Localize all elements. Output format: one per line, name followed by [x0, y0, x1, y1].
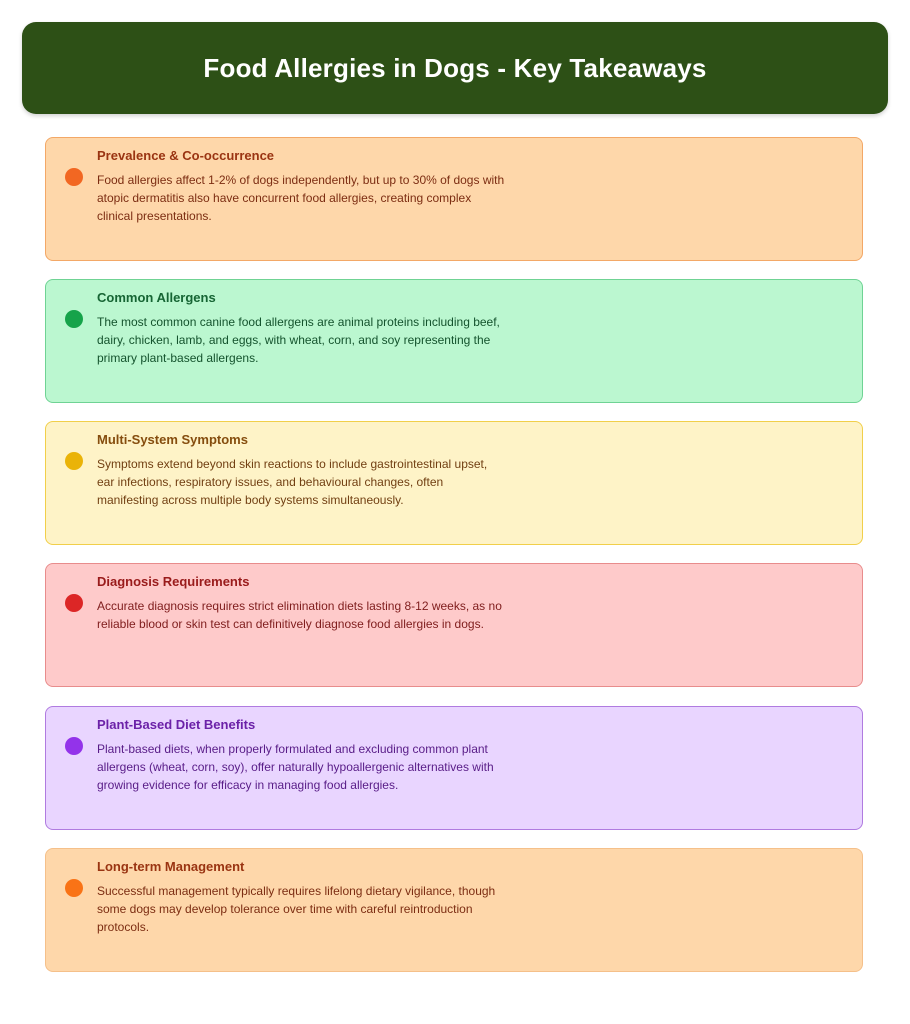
bullet-dot-icon: [65, 310, 83, 328]
takeaway-card-prevalence: [45, 137, 863, 261]
bullet-dot-icon: [65, 452, 83, 470]
header-banner: [22, 22, 888, 114]
card-description: Successful management typically requires lifelong dietary vigilance, though some dogs may develop tolerance over time with careful reintroduction protocols.: [97, 884, 496, 934]
takeaway-card-long-term: [45, 848, 863, 972]
takeaway-card-symptoms: [45, 421, 863, 545]
card-title: Prevalence & Co-occurrence: [97, 148, 275, 163]
card-description: The most common canine food allergens are animal proteins including beef, dairy, chicken, lamb, and eggs, with wheat, corn, and soy representing the primary plant-based allergens.: [97, 315, 500, 365]
card-title: Multi-System Symptoms: [97, 432, 248, 447]
takeaway-card-common-allergens: [45, 279, 863, 403]
bullet-dot-icon: [65, 879, 83, 897]
card-description: Symptoms extend beyond skin reactions to include gastrointestinal upset, ear infections, respiratory issues, and behavioural changes, often manifesting across multiple body systems simultaneously.: [97, 457, 488, 507]
card-description: Accurate diagnosis requires strict elimination diets lasting 8-12 weeks, as no reliable blood or skin test can definitively diagnose food allergies in dogs.: [97, 599, 502, 631]
card-title: Common Allergens: [97, 290, 216, 305]
bullet-dot-icon: [65, 737, 83, 755]
bullet-dot-icon: [65, 168, 83, 186]
card-description: Plant-based diets, when properly formulated and excluding common plant allergens (wheat, corn, soy), offer naturally hypoallergenic alternatives with growing evidence for efficacy in managing food allergies.: [97, 742, 494, 792]
card-title: Plant-Based Diet Benefits: [97, 717, 256, 732]
card-title: Diagnosis Requirements: [97, 574, 250, 589]
takeaway-card-diagnosis: [45, 563, 863, 687]
takeaway-card-plant-based: [45, 706, 863, 830]
bullet-dot-icon: [65, 594, 83, 612]
card-title: Long-term Management: [97, 859, 245, 874]
card-description: Food allergies affect 1-2% of dogs independently, but up to 30% of dogs with atopic dermatitis also have concurrent food allergies, creating complex clinical presentations.: [97, 173, 505, 223]
page-title: Food Allergies in Dogs - Key Takeaways: [203, 52, 707, 83]
